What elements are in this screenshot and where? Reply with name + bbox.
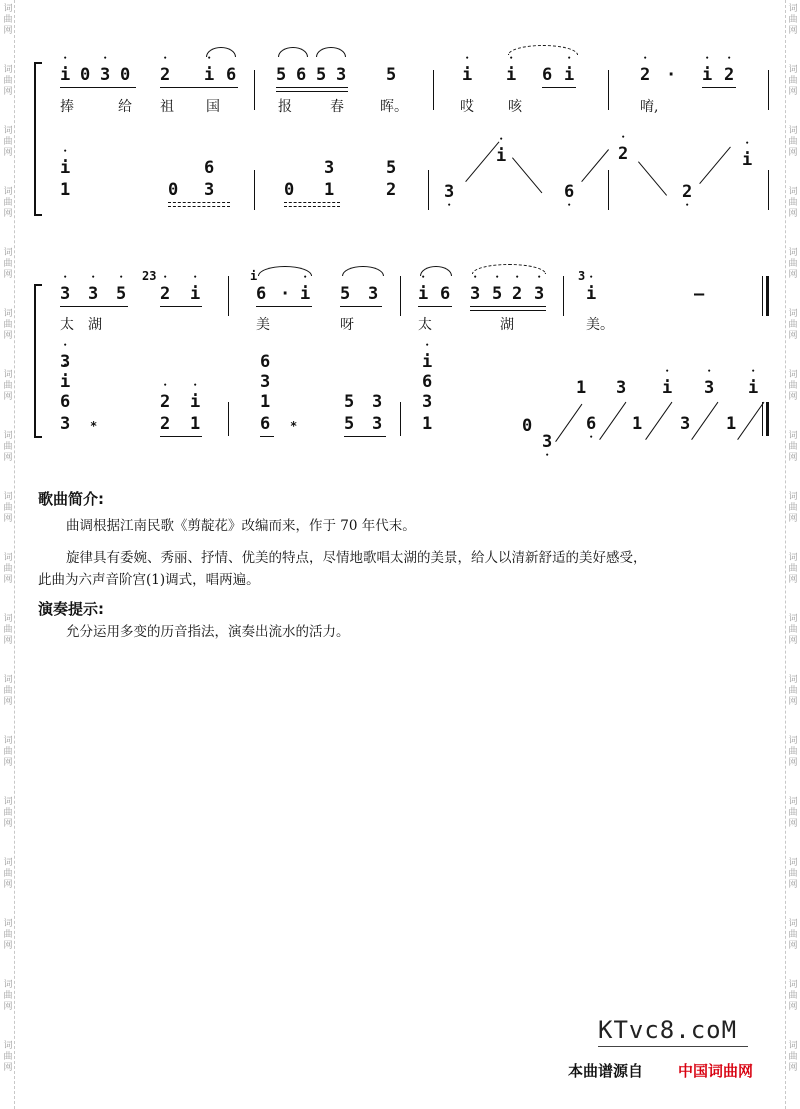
margin-watermark-glyph: 曲 — [788, 747, 798, 757]
intro-paragraph: 旋律具有委婉、秀丽、抒情、优美的特点，尽情地歌唱太湖的美景，给人以清新舒适的美好感受， — [66, 550, 647, 566]
margin-watermark-glyph: 词 — [3, 309, 13, 319]
margin-watermark-glyph: 曲 — [3, 503, 13, 513]
margin-watermark-glyph: 词 — [788, 736, 798, 746]
margin-watermark-glyph: 网 — [788, 1063, 798, 1073]
melody-note: • 2 — [160, 284, 170, 304]
arpeggio-slash — [555, 404, 582, 442]
tips-title: 演奏提示: — [38, 600, 104, 618]
margin-watermark-glyph: 词 — [788, 858, 798, 868]
margin-watermark-glyph: 词 — [788, 797, 798, 807]
melody-note: 6 — [226, 65, 237, 85]
margin-watermark-glyph: 词 — [3, 126, 13, 136]
accomp-note: • i — [742, 150, 752, 170]
margin-watermark-glyph: 网 — [3, 26, 13, 36]
melody-note: • i — [418, 284, 428, 304]
melody-note: • i — [60, 65, 70, 85]
final-barline — [766, 276, 769, 316]
margin-watermark-glyph: 网 — [3, 941, 13, 951]
accomp-note: 0 — [168, 180, 179, 200]
score-system-2 — [34, 262, 774, 452]
melody-note: • 2 — [160, 65, 170, 85]
margin-watermark-glyph: 曲 — [3, 1052, 13, 1062]
accomp-mark: * — [290, 419, 298, 433]
margin-watermark-glyph: 网 — [788, 270, 798, 280]
margin-watermark-glyph: 曲 — [788, 198, 798, 208]
melody-note: • 2 — [724, 65, 734, 85]
lyric: 咳 — [508, 99, 522, 115]
barline — [228, 276, 229, 316]
melody-note: 3 — [368, 284, 379, 304]
melody-note: • 2 — [640, 65, 650, 85]
melody-note: • i — [204, 65, 214, 85]
arpeggio-note: • i — [748, 378, 758, 398]
margin-watermark-glyph: 曲 — [3, 991, 13, 1001]
margin-watermark-glyph: 网 — [3, 87, 13, 97]
slur — [472, 264, 546, 274]
accomp-note: 6 — [204, 158, 215, 178]
barline — [768, 70, 769, 110]
margin-watermark-glyph: 曲 — [788, 320, 798, 330]
lyric: 太 — [60, 317, 74, 333]
margin-watermark-glyph: 曲 — [788, 76, 798, 86]
margin-watermark-glyph: 曲 — [788, 991, 798, 1001]
lyric: 湖 — [500, 317, 514, 333]
barline — [768, 170, 769, 210]
margin-watermark-glyph: 网 — [788, 148, 798, 158]
beam-line — [60, 306, 128, 307]
accomp-note: 3 — [204, 180, 215, 200]
melody-note: • 2 — [512, 284, 522, 304]
lyric: 呀 — [340, 317, 354, 333]
margin-watermark-glyph: 网 — [788, 636, 798, 646]
melody-note: 6 — [256, 284, 267, 304]
beam-line — [284, 206, 340, 207]
beam-line — [168, 202, 230, 203]
margin-watermark-glyph: 曲 — [3, 747, 13, 757]
margin-watermark-glyph: 词 — [788, 4, 798, 14]
margin-watermark-glyph: 词 — [788, 65, 798, 75]
margin-watermark-glyph: 网 — [3, 819, 13, 829]
lyric: 祖 — [160, 99, 174, 115]
margin-watermark-glyph: 词 — [3, 1041, 13, 1051]
melody-note: • 3 — [88, 284, 98, 304]
accomp-mark: * — [90, 419, 98, 433]
melody-note: 5 — [386, 65, 397, 85]
margin-watermark-glyph: 词 — [3, 370, 13, 380]
system-brace — [34, 62, 42, 216]
margin-watermark-glyph: 词 — [788, 919, 798, 929]
accomp-note: 3 • — [444, 182, 454, 202]
margin-watermark-glyph: 网 — [3, 880, 13, 890]
margin-watermark-glyph: 词 — [3, 797, 13, 807]
lyric: 捧 — [60, 99, 74, 115]
accomp-note: 3 — [60, 414, 71, 434]
melody-note: • 3 — [60, 284, 70, 304]
beam-line — [168, 206, 230, 207]
accomp-note: 1 — [190, 414, 201, 434]
margin-watermark-glyph: 网 — [788, 1002, 798, 1012]
arpeggio-slash — [737, 402, 764, 440]
margin-watermark-glyph: 曲 — [3, 564, 13, 574]
lyric: 美 — [256, 317, 270, 333]
melody-note: • i — [506, 65, 516, 85]
margin-watermark-glyph: 曲 — [3, 15, 13, 25]
accomp-note: 2 • — [682, 182, 692, 202]
melody-note: 6 — [296, 65, 307, 85]
accomp-note: • i — [422, 352, 432, 372]
margin-watermark-glyph: 词 — [3, 614, 13, 624]
grace-note: 3 — [578, 269, 586, 283]
margin-watermark-glyph: 网 — [788, 941, 798, 951]
margin-watermark-glyph: 网 — [3, 1002, 13, 1012]
accomp-note: 1 — [324, 180, 335, 200]
melody-note: • 3 — [534, 284, 544, 304]
melody-note: 5 — [340, 284, 351, 304]
source-label: 本曲谱源自 — [568, 1062, 644, 1080]
grace-note: 23 — [142, 269, 157, 283]
arpeggio-slash — [699, 147, 731, 184]
melody-note: • i — [462, 65, 472, 85]
barline — [254, 170, 255, 210]
barline — [400, 402, 401, 436]
margin-watermark-glyph: 词 — [788, 553, 798, 563]
lyric: 晖。 — [380, 99, 408, 115]
margin-watermark-glyph: 网 — [788, 819, 798, 829]
melody-note: 5 — [316, 65, 327, 85]
arpeggio-slash — [645, 402, 672, 440]
margin-watermark-glyph: 曲 — [788, 869, 798, 879]
margin-watermark-glyph: 网 — [788, 880, 798, 890]
barline — [608, 70, 609, 110]
accomp-note: 1 — [60, 180, 71, 200]
margin-watermark-glyph: 词 — [3, 4, 13, 14]
margin-watermark-glyph: 曲 — [3, 930, 13, 940]
lyric: 春 — [330, 99, 344, 115]
melody-note: 3 — [336, 65, 347, 85]
final-barline — [762, 276, 763, 316]
margin-watermark-glyph: 词 — [788, 1041, 798, 1051]
accomp-note: 5 — [344, 414, 355, 434]
beam-line — [276, 91, 348, 92]
accomp-note: • 2 — [160, 392, 170, 412]
margin-watermark-glyph: 词 — [3, 675, 13, 685]
arpeggio-slash — [638, 161, 667, 195]
margin-watermark-glyph: 网 — [3, 453, 13, 463]
slur — [342, 266, 384, 276]
beam-line — [276, 87, 348, 88]
margin-watermark-glyph: 词 — [788, 187, 798, 197]
margin-watermark-glyph: 曲 — [3, 686, 13, 696]
intro-paragraph: 此曲为六声音阶宫(1)调式，唱两遍。 — [38, 572, 260, 588]
margin-watermark-glyph: 词 — [788, 492, 798, 502]
barline — [428, 170, 429, 210]
melody-note: • 3 — [470, 284, 480, 304]
margin-watermark-glyph: 曲 — [3, 76, 13, 86]
margin-watermark-glyph: 曲 — [788, 259, 798, 269]
margin-watermark-glyph: 曲 — [788, 564, 798, 574]
accomp-note: • 2 — [618, 144, 628, 164]
margin-watermark-glyph: 词 — [788, 248, 798, 258]
accomp-note: 5 — [386, 158, 397, 178]
lyric: 报 — [278, 99, 292, 115]
margin-watermark-glyph: 词 — [788, 126, 798, 136]
margin-watermark-glyph: 网 — [3, 1063, 13, 1073]
source-site-link[interactable]: 中国词曲网 — [678, 1062, 754, 1080]
accomp-note: 6 — [422, 372, 433, 392]
margin-watermark-glyph: 曲 — [788, 686, 798, 696]
lyric: 给 — [118, 99, 132, 115]
margin-watermark-glyph: 曲 — [788, 1052, 798, 1062]
margin-watermark-glyph: 词 — [788, 370, 798, 380]
accomp-note: 0 — [522, 416, 533, 436]
final-barline — [766, 402, 769, 436]
margin-watermark-glyph: 曲 — [3, 259, 13, 269]
margin-watermark-glyph: 曲 — [3, 381, 13, 391]
barline — [254, 70, 255, 110]
beam-line — [204, 87, 238, 88]
lyric: 太 — [418, 317, 432, 333]
margin-watermark-glyph: 词 — [788, 614, 798, 624]
margin-watermark-glyph: 词 — [3, 736, 13, 746]
margin-watermark-glyph: 网 — [3, 697, 13, 707]
beam-line — [340, 306, 382, 307]
barline — [433, 70, 434, 110]
margin-watermark-glyph: 网 — [3, 270, 13, 280]
arpeggio-slash — [512, 157, 542, 193]
accomp-note: • 3 — [60, 352, 70, 372]
lyric: 国 — [206, 99, 220, 115]
margin-watermark-glyph: 网 — [788, 392, 798, 402]
accomp-note: 2 — [386, 180, 397, 200]
margin-watermark-glyph: 曲 — [788, 625, 798, 635]
arpeggio-note: 3 — [616, 378, 627, 398]
beam-line — [60, 87, 136, 88]
margin-watermark-glyph: 网 — [3, 209, 13, 219]
margin-watermark-glyph: 词 — [3, 431, 13, 441]
accomp-note: 6 — [260, 352, 271, 372]
margin-watermark-glyph: 词 — [3, 919, 13, 929]
system-brace — [34, 284, 42, 438]
margin-watermark-glyph: 词 — [3, 65, 13, 75]
margin-watermark-glyph: 曲 — [788, 930, 798, 940]
margin-watermark-glyph: 曲 — [3, 320, 13, 330]
margin-watermark-glyph: 曲 — [788, 442, 798, 452]
beam-line — [160, 306, 202, 307]
beam-line — [256, 306, 312, 307]
margin-watermark-glyph: 网 — [788, 514, 798, 524]
margin-watermark-glyph: 网 — [788, 453, 798, 463]
slur — [258, 266, 312, 276]
slur — [420, 266, 452, 276]
accomp-note: 3 — [422, 392, 433, 412]
margin-watermark-glyph: 曲 — [3, 137, 13, 147]
score-system-1 — [34, 40, 774, 215]
accomp-note: 3 — [372, 392, 383, 412]
margin-watermark-glyph: 网 — [3, 575, 13, 585]
margin-watermark-glyph: 曲 — [3, 442, 13, 452]
accomp-note: 6 • — [564, 182, 574, 202]
margin-watermark-glyph: 网 — [788, 697, 798, 707]
margin-watermark-glyph: 曲 — [788, 15, 798, 25]
arpeggio-note: • i — [662, 378, 672, 398]
barline — [563, 276, 564, 316]
melody-note: • 5 — [116, 284, 126, 304]
margin-watermark-glyph: 词 — [3, 248, 13, 258]
accomp-note: • i — [60, 372, 70, 392]
margin-watermark-glyph: 网 — [3, 636, 13, 646]
beam-line — [542, 87, 576, 88]
accomp-note: 1 — [422, 414, 433, 434]
melody-note: • i — [702, 65, 712, 85]
margin-watermark-glyph: 网 — [3, 758, 13, 768]
accomp-note: 3 — [680, 414, 691, 434]
margin-watermark-glyph: 词 — [3, 553, 13, 563]
margin-watermark-glyph: 词 — [788, 431, 798, 441]
melody-dot: · — [280, 284, 291, 304]
melody-note: 0 — [80, 65, 91, 85]
accomp-note: 1 — [260, 392, 271, 412]
melody-dash: – — [694, 284, 705, 304]
melody-note: • i — [190, 284, 200, 304]
margin-watermark-glyph: 网 — [3, 148, 13, 158]
lyric: 湖 — [88, 317, 102, 333]
melody-note: 6 — [440, 284, 451, 304]
margin-watermark-glyph: 曲 — [3, 625, 13, 635]
accomp-note: 6 • — [586, 414, 596, 434]
intro-title: 歌曲简介: — [38, 490, 104, 508]
melody-note: • i — [564, 65, 574, 85]
accomp-note: 1 — [726, 414, 737, 434]
slur — [316, 47, 346, 57]
melody-note: • 3 — [100, 65, 110, 85]
lyric: 唷, — [640, 99, 659, 115]
arpeggio-note: 1 — [576, 378, 587, 398]
accomp-note: 0 — [284, 180, 295, 200]
slur — [278, 47, 308, 57]
intro-paragraph: 曲调根据江南民歌《剪靛花》改编而来，作于 70 年代末。 — [66, 518, 416, 534]
margin-watermark-glyph: 词 — [788, 309, 798, 319]
beam-line — [470, 306, 546, 307]
melody-note: 6 — [542, 65, 553, 85]
melody-note: • 5 — [492, 284, 502, 304]
barline — [228, 402, 229, 436]
margin-watermark-glyph: 曲 — [3, 198, 13, 208]
accomp-note: 5 — [344, 392, 355, 412]
margin-watermark-glyph: 曲 — [788, 808, 798, 818]
margin-watermark-glyph: 网 — [788, 758, 798, 768]
margin-watermark-glyph: 词 — [3, 858, 13, 868]
accomp-note: 2 — [160, 414, 171, 434]
margin-watermark-glyph: 网 — [788, 87, 798, 97]
margin-watermark-glyph: 词 — [3, 980, 13, 990]
melody-note: • i — [300, 284, 310, 304]
slur — [206, 47, 236, 57]
melody-note: 5 — [276, 65, 287, 85]
accomp-note: 3 • — [542, 432, 552, 452]
margin-watermark-glyph: 曲 — [3, 808, 13, 818]
margin-watermark-glyph: 网 — [788, 209, 798, 219]
accomp-note: 3 — [324, 158, 335, 178]
margin-watermark-glyph: 曲 — [788, 381, 798, 391]
lyric: 哎 — [460, 99, 474, 115]
margin-watermark-glyph: 网 — [788, 575, 798, 585]
margin-watermark-glyph: 曲 — [788, 503, 798, 513]
accomp-note: • i — [60, 158, 70, 178]
beam-line — [418, 306, 452, 307]
barline — [608, 170, 609, 210]
accomp-note: • i — [190, 392, 200, 412]
beam-line — [344, 436, 386, 437]
margin-watermark-glyph: 网 — [788, 26, 798, 36]
arpeggio-slash — [465, 142, 499, 182]
melody-dot: · — [666, 65, 677, 85]
margin-watermark-glyph: 网 — [3, 514, 13, 524]
margin-watermark-glyph: 曲 — [3, 869, 13, 879]
accomp-note: 6 — [260, 414, 271, 434]
slur — [508, 45, 578, 55]
margin-watermark-glyph: 词 — [3, 187, 13, 197]
accomp-note: • i — [496, 146, 506, 166]
arpeggio-slash — [599, 402, 626, 440]
melody-note: 0 — [120, 65, 131, 85]
grace-note: i — [250, 269, 258, 283]
margin-watermark-glyph: 曲 — [788, 137, 798, 147]
beam-line — [470, 310, 546, 311]
beam-line — [702, 87, 736, 88]
beam-line — [284, 202, 340, 203]
final-barline — [762, 402, 763, 436]
barline — [400, 276, 401, 316]
lyric: 美。 — [586, 317, 614, 333]
beam-line — [160, 436, 202, 437]
margin-watermark-glyph: 词 — [3, 492, 13, 502]
tips-paragraph: 允分运用多变的历音指法，演奏出流水的活力。 — [66, 624, 350, 640]
arpeggio-slash — [581, 149, 609, 182]
melody-note: • i — [586, 284, 596, 304]
margin-watermark-glyph: 词 — [788, 980, 798, 990]
beam-line — [260, 436, 274, 437]
accomp-note: 6 — [60, 392, 71, 412]
logo-underline — [598, 1046, 748, 1047]
margin-watermark-glyph: 词 — [788, 675, 798, 685]
accomp-note: 1 — [632, 414, 643, 434]
accomp-note: 3 — [372, 414, 383, 434]
arpeggio-note: • 3 — [704, 378, 714, 398]
arpeggio-slash — [691, 402, 718, 440]
site-logo: KTvc8.coM — [598, 1016, 738, 1044]
margin-watermark-glyph: 网 — [3, 392, 13, 402]
margin-watermark-glyph: 网 — [3, 331, 13, 341]
margin-watermark-glyph: 网 — [788, 331, 798, 341]
accomp-note: 3 — [260, 372, 271, 392]
